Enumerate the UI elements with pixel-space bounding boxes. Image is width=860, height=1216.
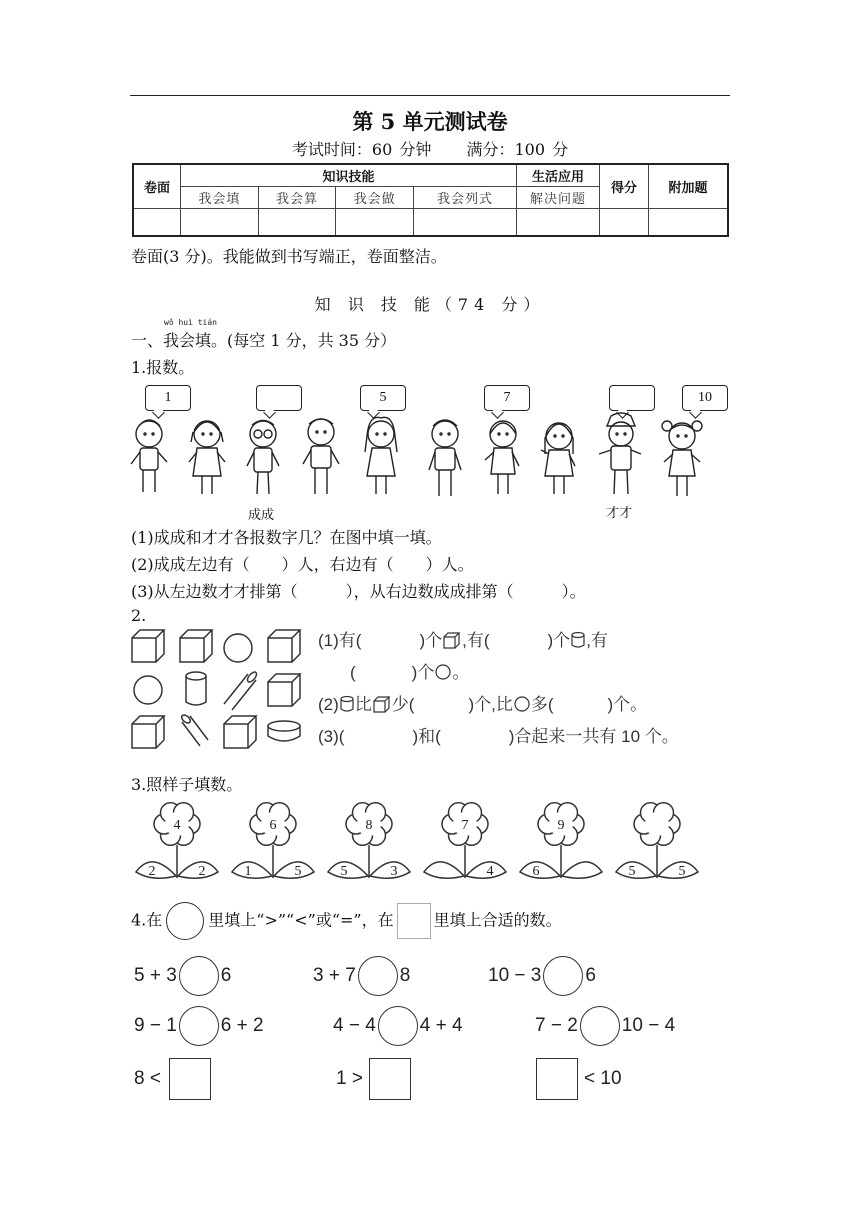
compare-circle[interactable] (580, 1006, 620, 1046)
flower (132, 800, 222, 882)
expr-right: 4 + 4 (419, 1015, 463, 1037)
flower (612, 800, 702, 882)
fill-expr: 8 < (134, 1068, 161, 1089)
flower-left-number: 5 (628, 864, 636, 879)
score-cell[interactable] (258, 208, 336, 236)
section-title: 知 识 技 能（74 分） (314, 295, 546, 314)
flower (324, 800, 414, 882)
cylinder-shape (186, 672, 206, 705)
q1-sub3: (3)从左边数才才排第（ ），从右边数成成排第（ ）。 (131, 582, 586, 601)
q2-text: ,有 (586, 631, 608, 650)
cylinder-shape (180, 713, 208, 746)
q4-text: 里填上“>”“<”或“=”，在 (208, 910, 394, 930)
juanmian-note: 卷面(3 分)。我能做到书写端正，卷面整洁。 (131, 247, 447, 266)
score-cell[interactable] (336, 208, 414, 236)
cube-shape (132, 630, 164, 662)
score-cell[interactable] (181, 208, 259, 236)
q1-label: 1.报数。 (131, 358, 195, 377)
child-figure (485, 421, 519, 494)
compare-item (134, 1006, 264, 1046)
compare-circle[interactable] (358, 956, 398, 996)
child-figure (365, 417, 397, 494)
fill-expr: 1 > (336, 1068, 363, 1089)
exam-meta (0, 137, 860, 160)
speech-bubble: 5 (360, 385, 406, 411)
q2-text: 。 (452, 663, 470, 682)
full-score: 满分：100 分 (466, 140, 569, 159)
sub-header: 我会填 (181, 186, 259, 208)
cylinder-icon (570, 631, 586, 649)
flower (516, 800, 606, 882)
q2-label: 2. (131, 606, 147, 625)
flower (228, 800, 318, 882)
sphere-icon (513, 695, 531, 713)
compare-item (333, 1006, 463, 1046)
flower-left-number: 1 (244, 864, 252, 879)
name-chengcheng: 成成 (248, 508, 275, 523)
fill-expr: < 10 (584, 1068, 622, 1089)
child-figure (247, 421, 279, 495)
flower-leaf-left (424, 862, 464, 878)
q1-sub2: (2)成成左边有（ ）人，右边有（ ）人。 (131, 555, 474, 574)
zhishi-header: 知识技能 (181, 164, 517, 186)
flower-leaf-left (232, 862, 272, 878)
compare-circle[interactable] (179, 956, 219, 996)
children-illustration (125, 412, 725, 504)
child-figure (189, 421, 225, 494)
cube-shape (268, 630, 300, 662)
speech-bubble: 1 (145, 385, 191, 411)
q2-text: 多( (530, 695, 554, 714)
pinyin: wǒ huì tián (164, 318, 217, 327)
flower-left-number: 6 (532, 864, 540, 879)
cylinder-shape (224, 670, 258, 710)
answer-box[interactable] (536, 1058, 578, 1100)
flower-left-number: 2 (148, 864, 156, 879)
flower-leaf-left (520, 862, 560, 878)
compare-item (488, 956, 596, 996)
expr-left: 4 − 4 (333, 1015, 376, 1037)
top-rule (130, 95, 730, 96)
sub-header: 我会做 (336, 186, 414, 208)
q3-label: 3.照样子填数。 (131, 775, 243, 794)
child-figure (303, 419, 339, 494)
cube-shape (180, 630, 212, 662)
flower-center (645, 812, 669, 836)
shenghuo-header: 生活应用 (517, 164, 600, 186)
score-cell[interactable] (414, 208, 517, 236)
compare-item (535, 1006, 675, 1046)
flower-top-number: 7 (461, 818, 469, 833)
sphere-icon (434, 663, 452, 681)
expr-right: 6 + 2 (220, 1015, 264, 1037)
flower-leaf-right (562, 862, 602, 878)
q4-label (131, 902, 562, 940)
flower-leaf-left (616, 862, 656, 878)
q2-line4: (3)( )和( )合起来一共有 10 个。 (318, 727, 679, 746)
q2-text: ,有( (462, 631, 490, 650)
exam-time: 考试时间：60 分钟 (291, 140, 432, 159)
score-cell[interactable] (133, 208, 181, 236)
flower-right-number: 5 (294, 864, 302, 879)
cube-icon (442, 631, 462, 649)
child-figure (599, 413, 641, 494)
answer-box[interactable] (169, 1058, 211, 1100)
child-figure (541, 423, 575, 494)
compare-circle[interactable] (378, 1006, 418, 1046)
part1-heading: 一、我会填。(每空 1 分，共 35 分） (131, 331, 397, 350)
cube-shape (268, 674, 300, 706)
solid-shapes-group (128, 626, 308, 752)
flower-top-number: 4 (173, 818, 181, 833)
juanmian-header: 卷面 (133, 164, 181, 208)
score-cell[interactable] (600, 208, 649, 236)
expr-left: 5 + 3 (134, 965, 177, 987)
child-figure (429, 420, 461, 496)
answer-box[interactable] (369, 1058, 411, 1100)
name-caicai: 才才 (606, 506, 633, 521)
q2-text: )个 (547, 631, 571, 650)
expr-left: 3 + 7 (313, 965, 356, 987)
score-cell[interactable] (517, 208, 600, 236)
flower-top-number: 8 (365, 818, 373, 833)
speech-bubble: 10 (682, 385, 728, 411)
expr-right: 6 (220, 965, 232, 987)
q2-text: (1)有( (318, 631, 362, 650)
sub-header: 我会列式 (414, 186, 517, 208)
q2-text: (2) (318, 695, 339, 714)
fujia-header: 附加题 (649, 164, 729, 208)
q2-text: )个 (419, 631, 443, 650)
compare-circle[interactable] (543, 956, 583, 996)
q2-text: 比 (354, 695, 372, 714)
compare-item (134, 956, 231, 996)
sub-header: 解决问题 (517, 186, 600, 208)
cylinder-shape (268, 721, 300, 741)
score-cell[interactable] (649, 208, 729, 236)
child-figure (131, 420, 167, 492)
flower-leaf-left (328, 862, 368, 878)
expr-right: 6 (585, 965, 596, 987)
flower-right-number: 3 (390, 864, 398, 879)
cube-shape (224, 716, 256, 748)
speech-bubble: 7 (484, 385, 530, 411)
child-figure (662, 421, 702, 496)
flower-top-number: 9 (557, 818, 565, 833)
expr-left: 7 − 2 (535, 1015, 578, 1037)
q2-text: 少( (391, 695, 415, 714)
circle-sample-icon (166, 902, 204, 940)
q1-sub1: (1)成成和才才各报数字几？在图中填一填。 (131, 528, 442, 547)
expr-right: 10 − 4 (621, 1015, 676, 1037)
flower-right-number: 4 (486, 864, 494, 879)
score-table (132, 163, 729, 237)
compare-circle[interactable] (179, 1006, 219, 1046)
cube-icon (372, 695, 392, 713)
flower-right-number: 5 (678, 864, 686, 879)
q2-text: )个 (411, 663, 435, 682)
q2-line1 (318, 626, 718, 651)
q4-text: 里填上合适的数。 (433, 910, 562, 930)
sphere-shape (134, 676, 162, 704)
flower-row (132, 800, 722, 882)
q2-text: )个,比 (468, 695, 513, 714)
q2-text: )个。 (607, 695, 648, 714)
defen-header: 得分 (600, 164, 649, 208)
flower-leaf-left (136, 862, 176, 878)
compare-item (313, 956, 410, 996)
expr-left: 9 − 1 (134, 1015, 177, 1037)
flower-top-number: 6 (269, 818, 277, 833)
q2-text: ( (350, 663, 356, 682)
sub-header: 我会算 (258, 186, 336, 208)
q4-text: 4.在 (131, 910, 163, 930)
expr-right: 8 (399, 965, 411, 987)
cube-shape (132, 716, 164, 748)
flower (420, 800, 510, 882)
sphere-shape (224, 634, 252, 662)
cylinder-icon (339, 695, 355, 713)
speech-bubble-blank[interactable] (609, 385, 655, 411)
speech-bubble-blank[interactable] (256, 385, 302, 411)
page-title: 第 5 单元测试卷 (352, 109, 508, 134)
q2-line2 (350, 658, 469, 683)
flower-right-number: 2 (198, 864, 206, 879)
q2-line3 (318, 690, 738, 715)
flower-left-number: 5 (340, 864, 348, 879)
square-sample-icon (397, 903, 431, 939)
expr-left: 10 − 3 (488, 965, 542, 987)
